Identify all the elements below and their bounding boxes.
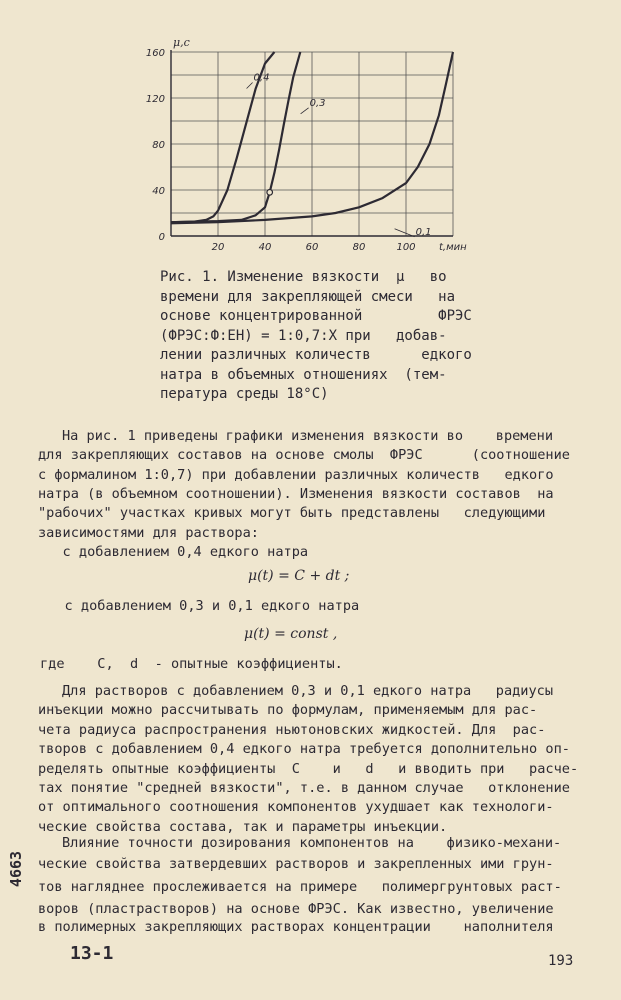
series-label: 0,4 xyxy=(253,72,270,84)
text-line: тов нагляднее прослеживается на примере полимергрунтовых раст- xyxy=(38,879,562,895)
series-label: 0,1 xyxy=(415,226,432,238)
text-line: "рабочих" участках кривых могут быть представлены следующими xyxy=(38,505,546,521)
text-line: творов с добавлением 0,4 едкого натра требуется дополнительно оп- xyxy=(38,741,570,757)
formula-const: μ(t) = const , xyxy=(244,626,338,642)
page-number: 193 xyxy=(548,953,574,969)
text-line: ческие свойства затвердевших растворов и закрепленных ими грун- xyxy=(38,856,554,872)
text-line: инъекции можно рассчитывать по формулам, применяемым для рас- xyxy=(38,702,538,718)
text-line: для закрепляющих составов на основе смолы ФРЭС (соотношение xyxy=(38,447,570,463)
y-tick-label: 120 xyxy=(145,94,165,105)
y-axis-label: μ,с xyxy=(173,36,190,49)
where-line: где C, d - опытные коэффициенты. xyxy=(40,656,343,672)
x-axis-label: t,мин xyxy=(439,242,467,253)
data-point-marker xyxy=(267,190,273,196)
caption-line: Рис. 1. Изменение вязкости μ во xyxy=(160,269,447,285)
text-line: в полимерных закрепляющих растворах концентрации наполнителя xyxy=(38,919,554,935)
signature-mark: 13-1 xyxy=(70,943,114,964)
x-tick-label: 100 xyxy=(396,242,416,253)
text-line: зависимостями для раствора: xyxy=(38,525,259,541)
text-line: Влияние точности дозирования компонентов на физико-механи- xyxy=(62,835,562,851)
text-line: На рис. 1 приведены графики изменения вязкости во времени xyxy=(62,428,554,444)
series-label: 0,3 xyxy=(309,97,326,109)
y-tick-label: 0 xyxy=(158,232,165,243)
caption-line: (ФРЭС:Ф:ЕН) = 1:0,7:Х при добав- xyxy=(160,327,447,344)
chart-svg xyxy=(0,0,621,270)
text-line: ческие свойства состава, так и параметры инъекции. xyxy=(38,819,448,835)
series-label-leader xyxy=(247,83,253,89)
side-margin-number: 4663 xyxy=(7,850,25,888)
text-line: от оптимального соотношения компонентов ухудшает как технологи- xyxy=(38,799,554,815)
text-line: с формалином 1:0,7) при добавлении различных количеств едкого xyxy=(38,467,554,483)
caption-line: времени для закрепляющей смеси на xyxy=(160,288,456,305)
text-line: с добавлением 0,4 едкого натра xyxy=(38,544,309,560)
y-tick-label: 40 xyxy=(152,186,165,197)
series-label-leader xyxy=(301,108,309,114)
text-line: чета радиуса распространения ньютоновских жидкостей. Для рас- xyxy=(38,722,546,738)
caption-line: основе концентрированной ФРЭС xyxy=(160,308,472,324)
text-line: воров (пластрастворов) на основе ФРЭС. Как известно, увеличение xyxy=(38,901,554,917)
x-tick-label: 80 xyxy=(352,242,366,253)
text-line: натра (в объемном соотношении). Изменения вязкости составов на xyxy=(38,486,554,502)
figure-caption xyxy=(160,268,472,405)
caption-line: лении различных количеств едкого xyxy=(160,347,472,363)
formula-linear: μ(t) = C + dt ; xyxy=(248,568,350,584)
x-tick-label: 40 xyxy=(258,242,272,253)
x-tick-label: 60 xyxy=(305,242,319,253)
caption-line: пература среды 18°С) xyxy=(160,386,329,402)
text-line: с добавлением 0,3 и 0,1 едкого натра xyxy=(40,598,360,614)
y-tick-label: 80 xyxy=(152,140,165,151)
text-line: Для растворов с добавлением 0,3 и 0,1 едкого натра радиусы xyxy=(62,683,554,699)
text-line: тах понятие "средней вязкости", т.е. в данном случае отклонение xyxy=(38,780,570,796)
x-tick-label: 20 xyxy=(211,242,225,253)
y-tick-label: 160 xyxy=(145,48,165,59)
series-curve xyxy=(171,52,300,222)
viscosity-chart xyxy=(0,0,621,270)
caption-line: натра в объемных отношениях (тем- xyxy=(160,366,447,383)
text-line: ределять опытные коэффициенты C и d и вводить при расче- xyxy=(38,761,579,777)
